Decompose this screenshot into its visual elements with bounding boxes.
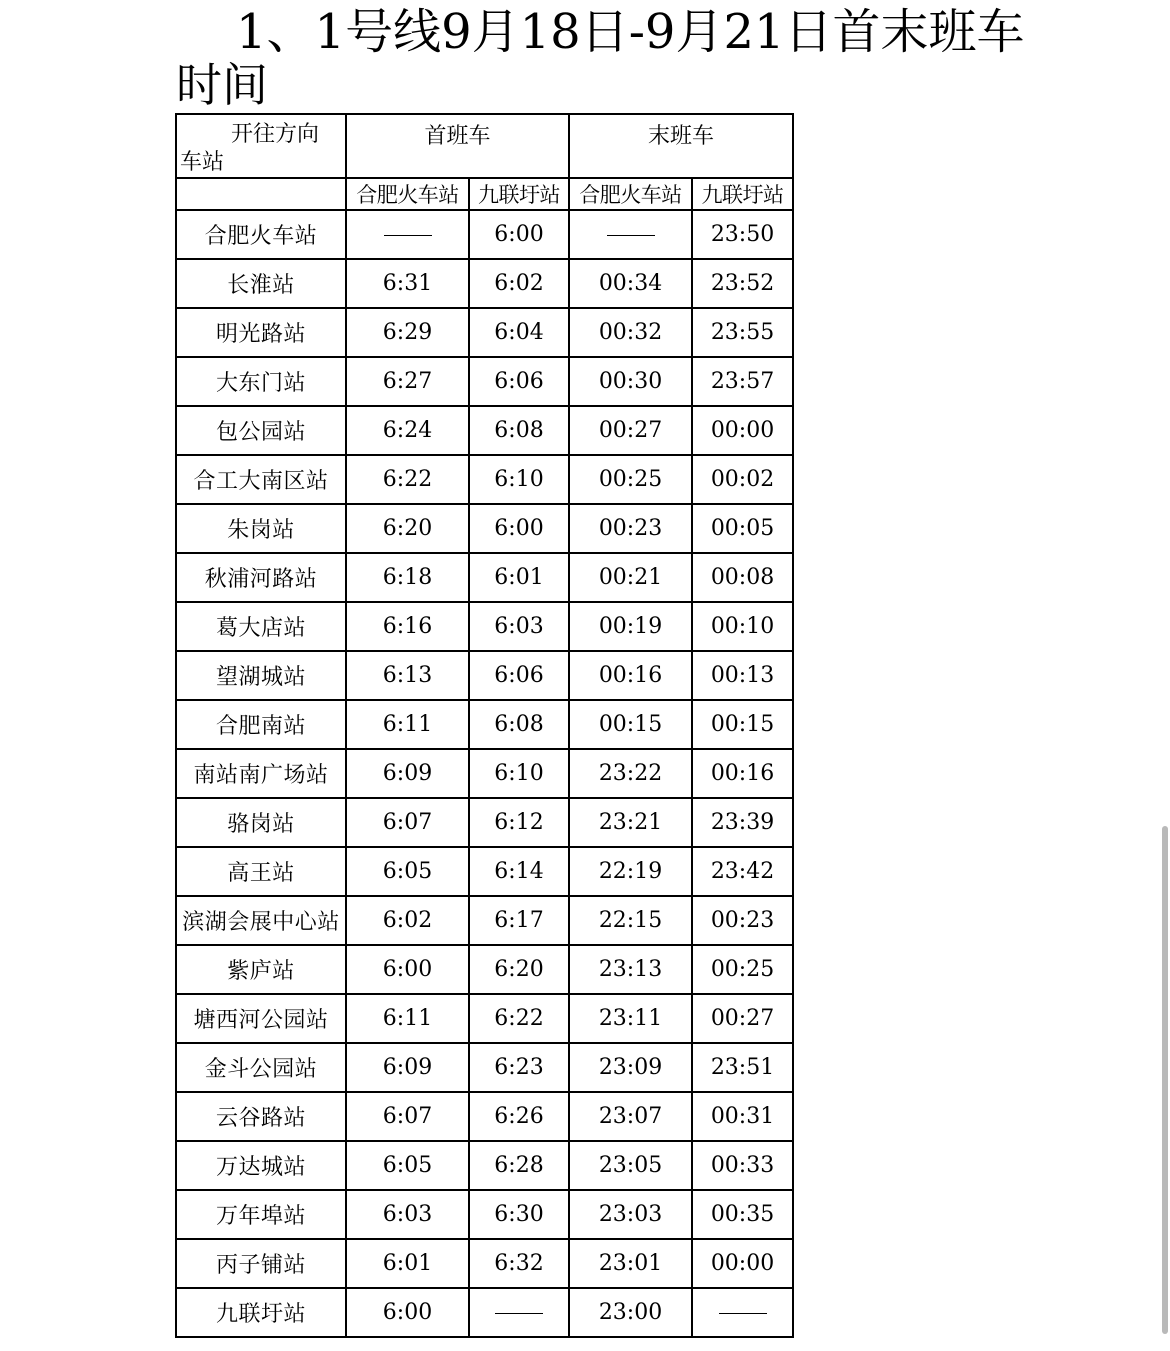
direction-header-first-jiulianwei: 九联圩站	[469, 178, 569, 210]
no-service-dash	[384, 235, 432, 236]
station-name-cell: 朱岗站	[176, 504, 346, 553]
table-row	[176, 651, 793, 700]
station-name-cell: 丙子铺站	[176, 1239, 346, 1288]
table-row	[176, 847, 793, 896]
last-train-to-jiulianwei-cell: 23:50	[692, 210, 793, 259]
last-train-to-hefei-cell: 00:16	[569, 651, 692, 700]
table-row	[176, 1239, 793, 1288]
no-service-dash	[719, 1313, 767, 1314]
last-train-to-jiulianwei-cell: 00:00	[692, 406, 793, 455]
last-train-to-hefei-cell: 00:30	[569, 357, 692, 406]
first-train-to-jiulianwei-cell: 6:22	[469, 994, 569, 1043]
first-train-to-hefei-cell: 6:11	[346, 700, 469, 749]
station-name-cell: 万达城站	[176, 1141, 346, 1190]
last-train-to-jiulianwei-cell: 00:15	[692, 700, 793, 749]
table-row	[176, 1288, 793, 1337]
last-train-to-jiulianwei-cell: 00:35	[692, 1190, 793, 1239]
station-name-cell: 万年埠站	[176, 1190, 346, 1239]
last-train-to-hefei-cell: 22:19	[569, 847, 692, 896]
table-row	[176, 1092, 793, 1141]
table-row	[176, 602, 793, 651]
station-name-cell: 塘西河公园站	[176, 994, 346, 1043]
last-train-to-hefei-cell: 00:15	[569, 700, 692, 749]
first-train-to-hefei-cell: 6:16	[346, 602, 469, 651]
table-row	[176, 357, 793, 406]
last-train-to-jiulianwei-cell: 00:27	[692, 994, 793, 1043]
last-train-to-jiulianwei-cell	[692, 1288, 793, 1337]
first-train-to-jiulianwei-cell: 6:32	[469, 1239, 569, 1288]
first-train-to-jiulianwei-cell: 6:28	[469, 1141, 569, 1190]
first-train-to-jiulianwei-cell: 6:30	[469, 1190, 569, 1239]
direction-header-last-jiulianwei: 九联圩站	[692, 178, 793, 210]
table-row	[176, 308, 793, 357]
station-name-cell: 长淮站	[176, 259, 346, 308]
last-train-to-hefei-cell: 23:21	[569, 798, 692, 847]
station-name-cell: 合工大南区站	[176, 455, 346, 504]
first-train-to-hefei-cell: 6:07	[346, 1092, 469, 1141]
last-train-to-hefei-cell: 23:22	[569, 749, 692, 798]
direction-header-label: 开往方向	[231, 122, 320, 147]
last-train-to-hefei-cell: 00:34	[569, 259, 692, 308]
last-train-to-jiulianwei-cell: 23:55	[692, 308, 793, 357]
first-train-to-hefei-cell: 6:05	[346, 1141, 469, 1190]
station-name-cell: 云谷路站	[176, 1092, 346, 1141]
last-train-to-hefei-cell: 23:07	[569, 1092, 692, 1141]
last-train-to-jiulianwei-cell: 00:23	[692, 896, 793, 945]
no-service-dash	[607, 235, 655, 236]
table-row	[176, 798, 793, 847]
first-train-to-hefei-cell	[346, 210, 469, 259]
first-train-to-hefei-cell: 6:22	[346, 455, 469, 504]
first-train-to-hefei-cell: 6:07	[346, 798, 469, 847]
last-train-to-hefei-cell: 23:11	[569, 994, 692, 1043]
first-train-to-hefei-cell: 6:20	[346, 504, 469, 553]
table-row	[176, 455, 793, 504]
last-train-to-jiulianwei-cell: 00:13	[692, 651, 793, 700]
first-train-header: 首班车	[346, 114, 569, 178]
last-train-to-jiulianwei-cell: 23:42	[692, 847, 793, 896]
last-train-to-hefei-cell: 23:00	[569, 1288, 692, 1337]
last-train-to-hefei-cell: 00:32	[569, 308, 692, 357]
station-name-cell: 包公园站	[176, 406, 346, 455]
last-train-to-hefei-cell: 00:25	[569, 455, 692, 504]
direction-header-last-hefei: 合肥火车站	[569, 178, 692, 210]
last-train-header: 末班车	[569, 114, 793, 178]
station-name-cell: 骆岗站	[176, 798, 346, 847]
last-train-to-jiulianwei-cell: 00:31	[692, 1092, 793, 1141]
station-name-cell: 金斗公园站	[176, 1043, 346, 1092]
vertical-scrollbar[interactable]	[1162, 826, 1168, 1334]
last-train-to-hefei-cell: 00:21	[569, 553, 692, 602]
first-train-to-jiulianwei-cell: 6:08	[469, 406, 569, 455]
last-train-to-hefei-cell: 00:27	[569, 406, 692, 455]
document-title-line-1: 1、1号线9月18日-9月21日首末班车	[236, 4, 1025, 60]
first-train-to-jiulianwei-cell: 6:12	[469, 798, 569, 847]
table-row	[176, 700, 793, 749]
station-header-label: 车站	[180, 150, 225, 175]
first-train-to-jiulianwei-cell: 6:10	[469, 455, 569, 504]
table-row	[176, 945, 793, 994]
station-name-cell: 九联圩站	[176, 1288, 346, 1337]
table-row	[176, 210, 793, 259]
timetable-body	[176, 114, 793, 1337]
table-row	[176, 1141, 793, 1190]
first-train-to-hefei-cell: 6:18	[346, 553, 469, 602]
station-name-cell: 南站南广场站	[176, 749, 346, 798]
first-train-to-jiulianwei-cell: 6:08	[469, 700, 569, 749]
last-train-to-jiulianwei-cell: 00:08	[692, 553, 793, 602]
first-train-to-jiulianwei-cell: 6:20	[469, 945, 569, 994]
last-train-to-jiulianwei-cell: 00:00	[692, 1239, 793, 1288]
first-train-to-jiulianwei-cell: 6:04	[469, 308, 569, 357]
first-train-to-hefei-cell: 6:13	[346, 651, 469, 700]
no-service-dash	[495, 1313, 543, 1314]
last-train-to-jiulianwei-cell: 00:05	[692, 504, 793, 553]
last-train-to-jiulianwei-cell: 00:02	[692, 455, 793, 504]
station-name-cell: 葛大店站	[176, 602, 346, 651]
table-row	[176, 1190, 793, 1239]
last-train-to-jiulianwei-cell: 23:51	[692, 1043, 793, 1092]
first-train-to-hefei-cell: 6:31	[346, 259, 469, 308]
first-train-to-hefei-cell: 6:00	[346, 1288, 469, 1337]
first-train-to-jiulianwei-cell: 6:06	[469, 357, 569, 406]
first-train-to-hefei-cell: 6:02	[346, 896, 469, 945]
first-train-to-jiulianwei-cell	[469, 1288, 569, 1337]
corner-header-cell	[176, 114, 346, 178]
document-title-line-2: 时间	[176, 58, 268, 112]
table-row	[176, 406, 793, 455]
last-train-to-hefei-cell: 23:03	[569, 1190, 692, 1239]
last-train-to-jiulianwei-cell: 00:16	[692, 749, 793, 798]
first-train-to-jiulianwei-cell: 6:01	[469, 553, 569, 602]
station-name-cell: 紫庐站	[176, 945, 346, 994]
station-name-cell: 明光路站	[176, 308, 346, 357]
table-row	[176, 259, 793, 308]
first-train-to-hefei-cell: 6:05	[346, 847, 469, 896]
timetable	[175, 113, 794, 1338]
first-train-to-jiulianwei-cell: 6:17	[469, 896, 569, 945]
first-train-to-jiulianwei-cell: 6:00	[469, 210, 569, 259]
table-row	[176, 1043, 793, 1092]
station-name-cell: 滨湖会展中心站	[176, 896, 346, 945]
last-train-to-hefei-cell	[569, 210, 692, 259]
first-train-to-hefei-cell: 6:01	[346, 1239, 469, 1288]
first-train-to-jiulianwei-cell: 6:14	[469, 847, 569, 896]
station-name-cell: 合肥火车站	[176, 210, 346, 259]
station-name-cell: 秋浦河路站	[176, 553, 346, 602]
first-train-to-jiulianwei-cell: 6:06	[469, 651, 569, 700]
last-train-to-jiulianwei-cell: 00:25	[692, 945, 793, 994]
last-train-to-hefei-cell: 00:23	[569, 504, 692, 553]
first-train-to-hefei-cell: 6:09	[346, 749, 469, 798]
table-row	[176, 749, 793, 798]
last-train-to-hefei-cell: 23:01	[569, 1239, 692, 1288]
station-name-cell: 望湖城站	[176, 651, 346, 700]
last-train-to-jiulianwei-cell: 23:52	[692, 259, 793, 308]
direction-header-first-hefei: 合肥火车站	[346, 178, 469, 210]
header-row-main	[176, 114, 793, 178]
first-train-to-jiulianwei-cell: 6:02	[469, 259, 569, 308]
station-name-cell: 大东门站	[176, 357, 346, 406]
first-train-to-hefei-cell: 6:27	[346, 357, 469, 406]
header-row-directions	[176, 178, 793, 210]
first-train-to-hefei-cell: 6:29	[346, 308, 469, 357]
last-train-to-jiulianwei-cell: 00:10	[692, 602, 793, 651]
first-train-to-hefei-cell: 6:11	[346, 994, 469, 1043]
last-train-to-hefei-cell: 23:13	[569, 945, 692, 994]
first-train-to-jiulianwei-cell: 6:03	[469, 602, 569, 651]
table-row	[176, 994, 793, 1043]
table-row	[176, 504, 793, 553]
last-train-to-jiulianwei-cell: 23:39	[692, 798, 793, 847]
table-row	[176, 553, 793, 602]
last-train-to-hefei-cell: 00:19	[569, 602, 692, 651]
last-train-to-jiulianwei-cell: 00:33	[692, 1141, 793, 1190]
first-train-to-jiulianwei-cell: 6:26	[469, 1092, 569, 1141]
empty-header-cell	[176, 178, 346, 210]
first-train-to-hefei-cell: 6:00	[346, 945, 469, 994]
first-train-to-jiulianwei-cell: 6:23	[469, 1043, 569, 1092]
first-train-to-hefei-cell: 6:24	[346, 406, 469, 455]
station-name-cell: 高王站	[176, 847, 346, 896]
last-train-to-hefei-cell: 23:09	[569, 1043, 692, 1092]
first-train-to-hefei-cell: 6:09	[346, 1043, 469, 1092]
first-train-to-jiulianwei-cell: 6:00	[469, 504, 569, 553]
table-row	[176, 896, 793, 945]
station-name-cell: 合肥南站	[176, 700, 346, 749]
first-train-to-hefei-cell: 6:03	[346, 1190, 469, 1239]
last-train-to-hefei-cell: 23:05	[569, 1141, 692, 1190]
last-train-to-jiulianwei-cell: 23:57	[692, 357, 793, 406]
last-train-to-hefei-cell: 22:15	[569, 896, 692, 945]
first-train-to-jiulianwei-cell: 6:10	[469, 749, 569, 798]
